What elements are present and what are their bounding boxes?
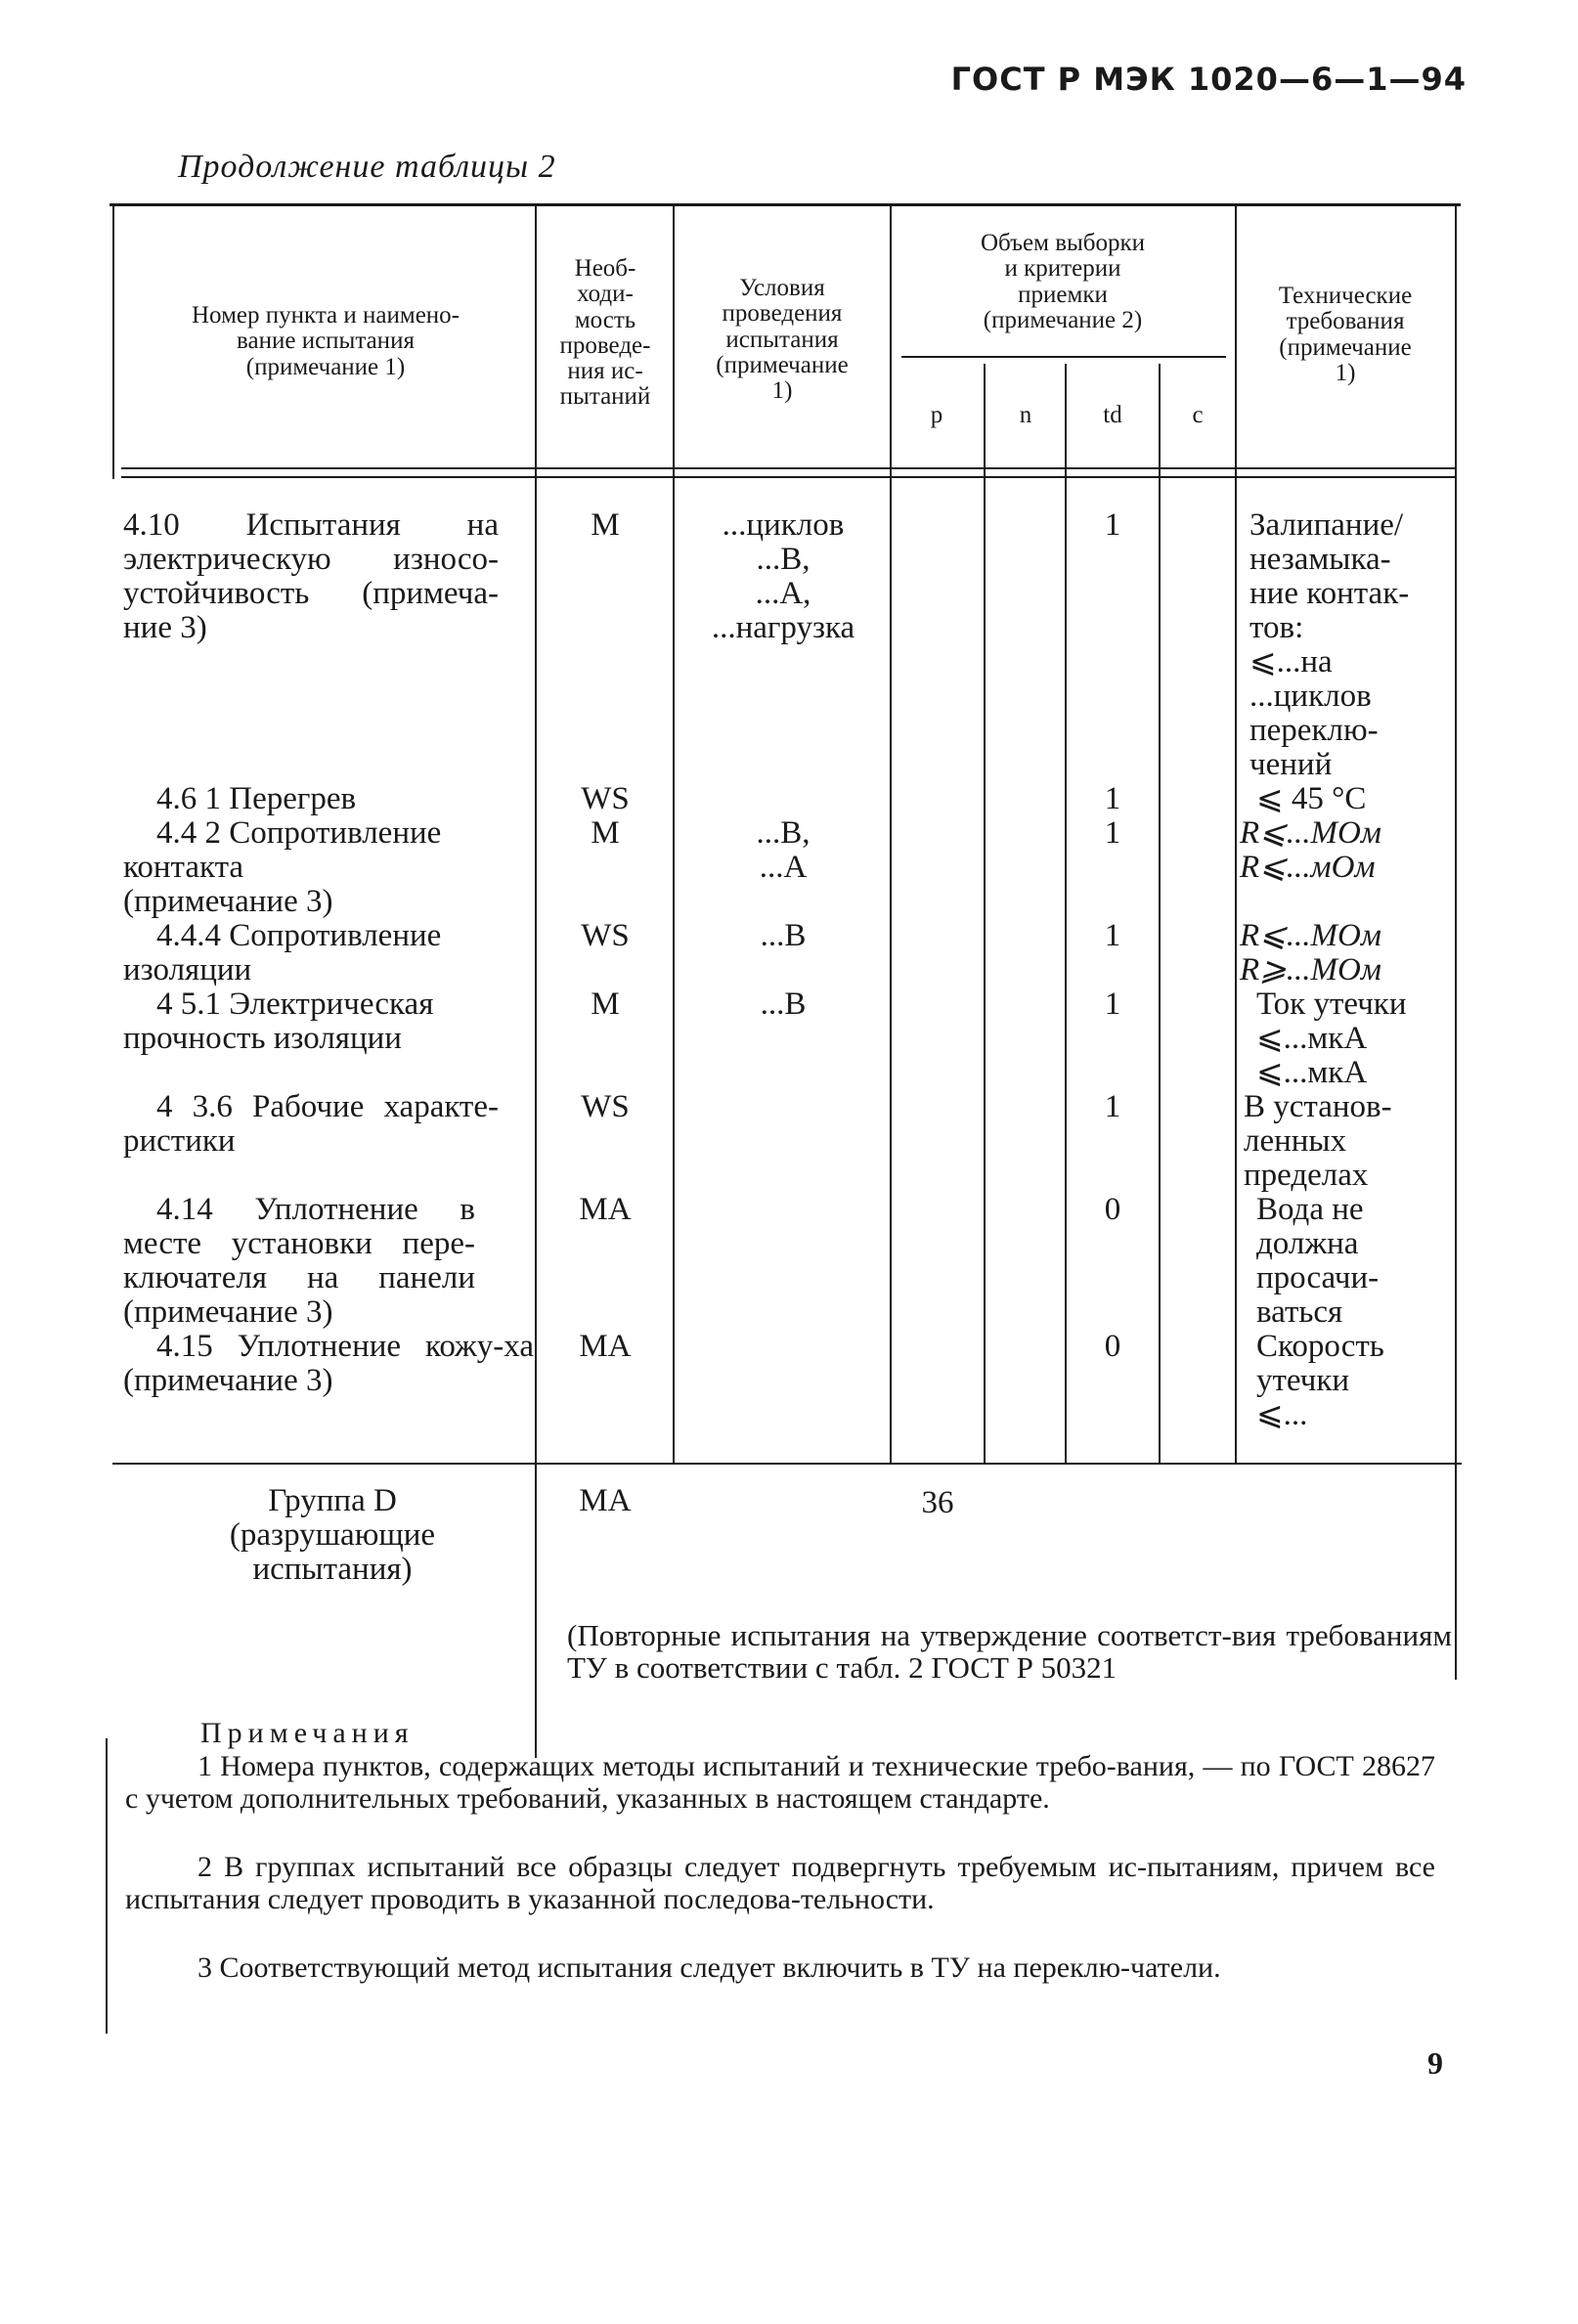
test-conditions: ...В, ...А [756,815,811,885]
test-td: 1 [1104,1089,1121,1124]
test-requirements: R⩽...МОм R⩾...МОм [1240,918,1381,987]
test-td: 0 [1104,1329,1121,1364]
group-d-necessity: МА [579,1483,632,1518]
column-header-requirements: Технические требования (примечание 1) [1278,283,1413,386]
test-td: 0 [1104,1192,1121,1227]
column-header-p: p [930,402,943,428]
standard-id: ГОСТ Р МЭК 1020—6—1—94 [950,61,1467,98]
test-item-name: 4.4 2 Сопротивление контакта (примечание 3) [123,815,442,919]
column-header-item: Номер пункта и наимено- вание испытания (примечание 1) [192,302,460,380]
test-td: 1 [1104,781,1121,816]
test-requirements: Залипание/ незамыка- ние контак- тов: ⩽...на ...циклов переклю- чений [1249,507,1410,782]
test-item-name: 4.4.4 Сопротивление изоляции [123,918,442,987]
note-2: 2 В группах испытаний все образцы следует подвергнуть требуемым ис-пытаниям, причем все испытания следует проводить в указанной последова-тельности. [125,1851,1435,1915]
test-td: 1 [1104,918,1121,953]
test-necessity: М [591,815,620,851]
test-necessity: М [591,987,620,1022]
test-requirements: R⩽...МОм R⩽...мОм [1240,815,1381,885]
column-header-conditions: Условия проведения испытания (примечание 1) [716,275,849,404]
notes-heading: Примечания [200,1717,415,1749]
test-td: 1 [1104,815,1121,851]
test-requirements: Скорость утечки ⩽... [1256,1329,1384,1432]
test-requirements: В установ- ленных пределах [1244,1089,1392,1193]
column-header-necessity: Необ- ходи- мость проведе- ния ис- пытаний [559,255,651,411]
column-header-sample-size: Объем выборки и критерии приемки (примечание 2) [980,230,1146,333]
test-item-name: 4 5.1 Электрическая прочность изоляции [123,987,434,1056]
test-necessity: WS [581,918,630,953]
test-requirements: ⩽ 45 °С [1256,781,1367,816]
test-item-name: 4.10 Испытания на электрическую износо-устойчивость (примеча-ние 3) [123,507,499,645]
table-continuation-caption: Продолжение таблицы 2 [178,149,556,185]
test-conditions: ...В [760,918,807,953]
test-item-name: 4.15 Уплотнение кожу-ха (примечание 3) [123,1329,534,1398]
column-header-c: c [1192,402,1204,428]
column-header-td: td [1103,402,1122,428]
test-requirements: Ток утечки ⩽...мкА ⩽...мкА [1256,987,1407,1090]
test-necessity: МА [579,1192,632,1227]
column-header-n: n [1019,402,1032,428]
test-conditions: ...циклов ...В, ...А, ...нагрузка [711,507,855,645]
group-d-label: Группа D (разрушающие испытания) [229,1483,436,1587]
test-td: 1 [1104,987,1121,1022]
note-1: 1 Номера пунктов, содержащих методы испытаний и технические требо-вания, — по ГОСТ 28627 с учетом дополнительных требований, указанных в настоящем стандарте. [125,1750,1435,1815]
test-necessity: М [591,507,620,543]
test-necessity: WS [581,781,630,816]
test-requirements: Вода не должна просачи- ваться [1256,1192,1380,1330]
test-necessity: WS [581,1089,630,1124]
test-item-name: 4.14 Уплотнение в месте установки пере-ключателя на панели (примечание 3) [123,1192,475,1330]
test-necessity: МА [579,1329,632,1364]
page-number: 9 [1427,2045,1443,2081]
group-d-p: 36 [921,1485,954,1520]
note-3: 3 Соответствующий метод испытания следует включить в ТУ на переклю-чатели. [197,1951,1221,1984]
test-conditions: ...В [760,987,807,1022]
retest-note: (Повторные испытания на утверждение соответст-вия требованиям ТУ в соответствии с табл. 2 ГОСТ Р 50321 [567,1618,1452,1685]
test-item-name: 4 3.6 Рабочие характе-ристики [123,1089,499,1159]
test-item-name: 4.6 1 Перегрев [156,781,357,816]
test-td: 1 [1104,507,1121,543]
